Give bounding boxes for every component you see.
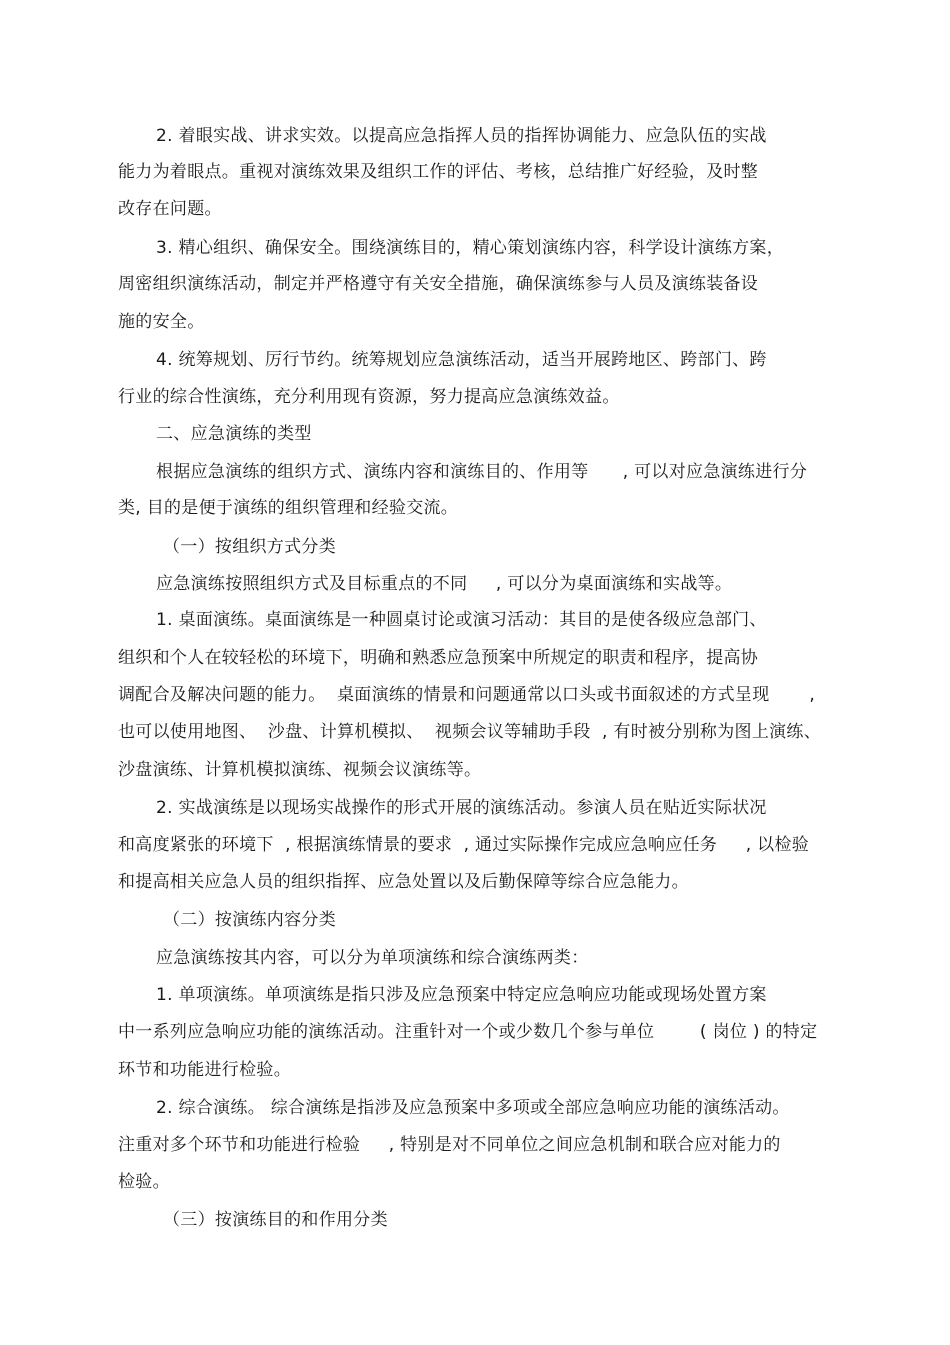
text-line: 中一系列应急响应功能的演练活动。注重针对一个或少数几个参与单位 ( 岗位 ) 的特定: [118, 1022, 818, 1042]
text-line: 1. 桌面演练。桌面演练是一种圆桌讨论或演习活动：其目的是使各级应急部门、: [156, 610, 767, 630]
section-heading: 二、应急演练的类型: [156, 424, 312, 444]
text-line: 沙盘演练、计算机模拟演练、视频会议演练等。: [118, 760, 482, 780]
text-line: 环节和功能进行检验。: [118, 1060, 291, 1080]
text-line: 应急演练按其内容，可以分为单项演练和综合演练两类：: [156, 948, 589, 968]
text-line: 4. 统筹规划、厉行节约。统筹规划应急演练活动，适当开展跨地区、跨部门、跨: [156, 350, 767, 370]
text-line: 也可以使用地图、 沙盘、计算机模拟、 视频会议等辅助手段 , 有时被分别称为图上演练、: [118, 722, 822, 742]
text-line: 应急演练按照组织方式及目标重点的不同 , 可以分为桌面演练和实战等。: [156, 574, 733, 594]
text-line: 3. 精心组织、确保安全。围绕演练目的，精心策划演练内容，科学设计演练方案，: [156, 238, 785, 258]
text-line: 改存在问题。: [118, 199, 222, 219]
text-line: 施的安全。: [118, 312, 205, 332]
text-line: 2. 实战演练是以现场实战操作的形式开展的演练活动。参演人员在贴近实际状况: [156, 798, 767, 818]
subsection-heading: （一）按组织方式分类: [163, 537, 336, 557]
text-line: 1. 单项演练。单项演练是指只涉及应急预案中特定应急响应功能或现场处置方案: [156, 985, 767, 1005]
text-line: 根据应急演练的组织方式、演练内容和演练目的、作用等 , 可以对应急演练进行分: [156, 462, 808, 482]
subsection-heading: （二）按演练内容分类: [163, 910, 336, 930]
text-line: 检验。: [118, 1172, 170, 1192]
text-line: 行业的综合性演练，充分利用现有资源，努力提高应急演练效益。: [118, 387, 620, 407]
text-line: 2. 综合演练。 综合演练是指涉及应急预案中多项或全部应急响应功能的演练活动。: [156, 1098, 790, 1118]
text-line: 2. 着眼实战、讲求实效。以提高应急指挥人员的指挥协调能力、应急队伍的实战: [156, 126, 767, 146]
text-line: 能力为着眼点。重视对演练效果及组织工作的评估、考核，总结推广好经验，及时整: [118, 162, 759, 182]
subsection-heading: （三）按演练目的和作用分类: [163, 1210, 388, 1230]
text-line: 周密组织演练活动，制定并严格遵守有关安全措施，确保演练参与人员及演练装备设: [118, 274, 759, 294]
text-line: 和高度紧张的环境下 , 根据演练情景的要求 , 通过实际操作完成应急响应任务 , 以检验: [118, 835, 810, 855]
text-line: 注重对多个环节和功能进行检验 , 特别是对不同单位之间应急机制和联合应对能力的: [118, 1135, 781, 1155]
text-line: 和提高相关应急人员的组织指挥、应急处置以及后勤保障等综合应急能力。: [118, 872, 689, 892]
text-line: 调配合及解决问题的能力。 桌面演练的情景和问题通常以口头或书面叙述的方式呈现 ,: [118, 685, 816, 705]
text-line: 组织和个人在较轻松的环境下，明确和熟悉应急预案中所规定的职责和程序，提高协: [118, 648, 759, 668]
text-line: 类, 目的是便于演练的组织管理和经验交流。: [118, 498, 459, 518]
